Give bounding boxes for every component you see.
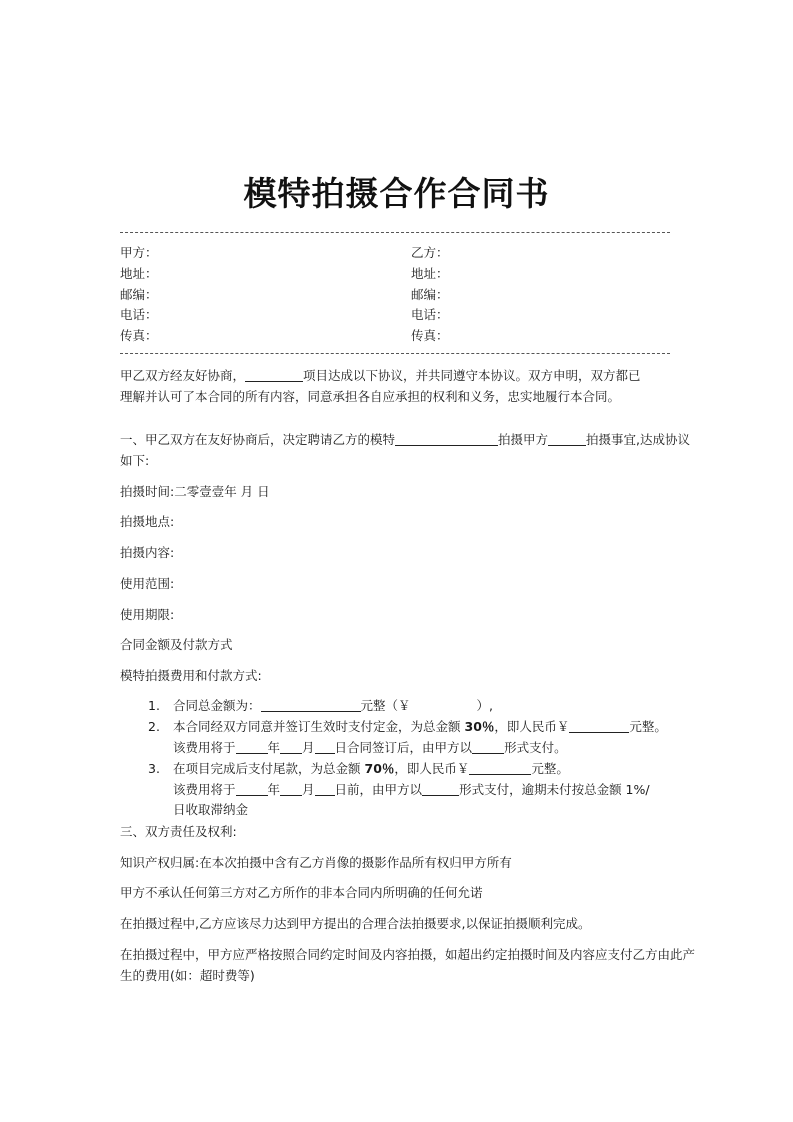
- total-amount-blank[interactable]: [261, 698, 361, 712]
- section3-paragraph-1: 知识产权归属:在本次拍摄中含有乙方肖像的摄影作品所有权归甲方所有: [120, 855, 512, 870]
- usage-scope-field: 使用范围:: [120, 576, 175, 591]
- party-b-name-label: 乙方：: [411, 245, 449, 260]
- usage-period-field: 使用期限:: [120, 607, 175, 622]
- shoot-place-field: 拍摄地点:: [120, 514, 175, 529]
- section3-paragraph-4-line-2: 生的费用(如：超时费等): [120, 968, 255, 983]
- fee-method-heading: 模特拍摄费用和付款方式:: [120, 668, 262, 683]
- intro-text-a: 甲乙双方经友好协商，: [120, 368, 246, 383]
- party-a-postcode-label: 邮编：: [120, 287, 158, 302]
- item-3-line-3: 日收取滞纳金: [173, 802, 249, 817]
- item-number-1: 1.: [148, 698, 160, 713]
- model-name-blank[interactable]: [395, 432, 498, 446]
- item3-l2-text-d: 日前，由甲方以: [334, 782, 423, 797]
- item3-l2-text-b: 年: [267, 782, 281, 797]
- item2-l2-text-e: 形式支付。: [504, 740, 567, 755]
- bottom-divider: [120, 353, 670, 354]
- item-number-2: 2.: [148, 719, 160, 734]
- final-amount-blank[interactable]: [469, 761, 531, 775]
- item2-l2-text-b: 年: [267, 740, 281, 755]
- item1-text-b: 元整（￥: [360, 698, 411, 713]
- party-a-name-label: 甲方：: [120, 245, 158, 260]
- party-b-fax-label: 传真：: [411, 328, 449, 343]
- item2-l2-text-d: 日合同签订后，由甲方以: [334, 740, 473, 755]
- section3-paragraph-2: 甲方不承认任何第三方对乙方所作的非本合同内所明确的任何允诺: [120, 885, 483, 900]
- party-b-address-label: 地址：: [411, 266, 449, 281]
- deposit-month-blank[interactable]: [280, 740, 302, 754]
- item-3-line-1: [173, 760, 569, 777]
- section1-text-a: 一、甲乙双方在友好协商后，决定聘请乙方的模特: [120, 432, 396, 447]
- party-b-phone-label: 电话：: [411, 307, 449, 322]
- item3-l2-text-a: 该费用将于: [173, 782, 236, 797]
- item3-l2-text-c: 月: [302, 782, 315, 797]
- final-percent: 70％: [364, 761, 395, 776]
- item-number-3: 3.: [148, 761, 160, 776]
- item2-l2-text-c: 月: [302, 740, 315, 755]
- contract-amount-heading: 合同金额及付款方式: [120, 637, 233, 652]
- section1-text-b: 拍摄甲方: [498, 432, 549, 447]
- final-method-blank[interactable]: [422, 782, 459, 796]
- party-a-address-label: 地址：: [120, 266, 158, 281]
- deposit-day-blank[interactable]: [315, 740, 335, 754]
- item2-text-a: 本合同经双方同意并签订生效时支付定金，为总金额: [173, 719, 461, 734]
- item2-text-c: 元整。: [629, 719, 667, 734]
- party-a-fax-label: 传真：: [120, 328, 158, 343]
- item-2-line-1: [173, 718, 667, 735]
- intro-line-2: 理解并认可了本合同的所有内容，同意承担各自应承担的权利和义务，忠实地履行本合同。: [120, 389, 621, 404]
- section1-text-c: 拍摄事宜,达成协议: [586, 432, 691, 447]
- deposit-method-blank[interactable]: [472, 740, 504, 754]
- deposit-year-blank[interactable]: [236, 740, 268, 754]
- top-divider: [120, 232, 670, 233]
- item3-text-a: 在项目完成后支付尾款，为总金额: [173, 761, 361, 776]
- deposit-percent: 30％: [464, 719, 495, 734]
- party-a-phone-label: 电话：: [120, 307, 158, 322]
- final-day-blank[interactable]: [315, 782, 335, 796]
- item3-text-c: 元整。: [531, 761, 569, 776]
- intro-text-b: 项目达成以下协议，并共同遵守本协议。双方申明，双方都已: [303, 368, 641, 383]
- item2-l2-text-a: 该费用将于: [173, 740, 236, 755]
- item2-text-b: ，即人民币￥: [494, 719, 570, 734]
- item1-text-c: ）,: [476, 698, 494, 713]
- final-year-blank[interactable]: [236, 782, 268, 796]
- section3-paragraph-4-line-1: 在拍摄过程中，甲方应严格按照合同约定时间及内容拍摄，如超出约定拍摄时间及内容应支付乙方由此产: [120, 947, 696, 962]
- section1-line-1: [120, 431, 690, 448]
- section1-line-2: 如下:: [120, 453, 150, 468]
- project-blank[interactable]: [245, 368, 303, 382]
- item-3-line-2: [173, 781, 650, 798]
- document-title: 模特拍摄合作合同书: [243, 174, 550, 213]
- item3-l2-text-e: 形式支付，逾期未付按总金额 1%/: [459, 782, 650, 797]
- item-2-line-2: [173, 739, 567, 756]
- shoot-content-field: 拍摄内容:: [120, 545, 175, 560]
- item1-text-a: 合同总金额为：: [173, 698, 261, 713]
- shoot-time-field: 拍摄时间:二零壹壹年 月 日: [120, 484, 270, 499]
- intro-line-1: [120, 367, 641, 384]
- party-b-postcode-label: 邮编：: [411, 287, 449, 302]
- shoot-subject-blank[interactable]: [548, 432, 586, 446]
- deposit-amount-blank[interactable]: [569, 719, 629, 733]
- item-1-line: [173, 697, 493, 714]
- item3-text-b: ，即人民币￥: [394, 761, 470, 776]
- section3-paragraph-3: 在拍摄过程中,乙方应该尽力达到甲方提出的合理合法拍摄要求,以保证拍摄顺利完成。: [120, 916, 591, 931]
- section3-heading: 三、双方责任及权利:: [120, 824, 237, 839]
- final-month-blank[interactable]: [280, 782, 302, 796]
